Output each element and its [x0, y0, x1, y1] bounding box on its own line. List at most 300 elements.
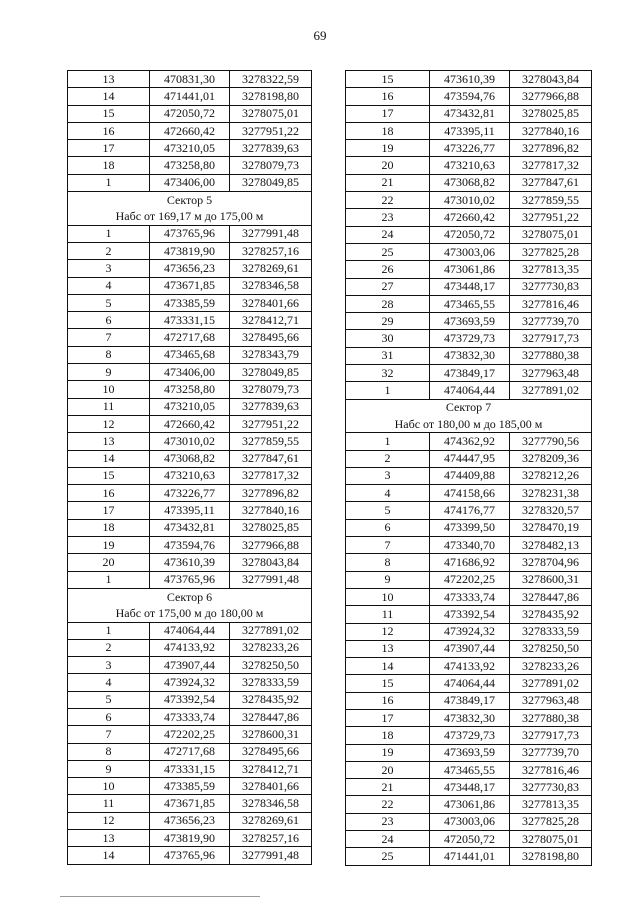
coord-y: 3278495,66: [230, 329, 312, 346]
table-row: [346, 330, 592, 347]
table-row: [346, 450, 592, 467]
table-row: [68, 433, 312, 450]
coord-y: 3277825,28: [510, 243, 592, 260]
coord-y: 3277840,16: [230, 502, 312, 519]
coord-y: 3277847,61: [230, 450, 312, 467]
coord-x: 473395,11: [430, 122, 510, 139]
coord-x: 474409,88: [430, 467, 510, 484]
table-row: [68, 537, 312, 554]
coord-y: 3277963,48: [510, 365, 592, 382]
coord-y: 3278043,84: [510, 71, 592, 88]
table-row: [68, 71, 312, 88]
point-number: 5: [68, 691, 150, 708]
point-number: 22: [346, 192, 430, 209]
coord-y: 3277730,83: [510, 278, 592, 295]
coord-y: 3277839,63: [230, 140, 312, 157]
table-row: [346, 226, 592, 243]
table-row: [68, 157, 312, 174]
coord-y: 3278412,71: [230, 760, 312, 777]
coord-y: 3278075,01: [510, 226, 592, 243]
sector-title: Сектор 7: [346, 399, 592, 416]
point-number: 20: [346, 157, 430, 174]
table-row: [346, 675, 592, 692]
table-row: [346, 192, 592, 209]
coord-y: 3278704,96: [510, 554, 592, 571]
sector-height-range: Набс от 175,00 м до 180,00 м: [68, 605, 312, 622]
point-number: 18: [68, 157, 150, 174]
coord-x: 473849,17: [430, 365, 510, 382]
coord-x: 473819,90: [150, 830, 230, 847]
coord-y: 3278075,01: [510, 831, 592, 848]
coord-x: 472660,42: [430, 209, 510, 226]
coord-x: 474133,92: [150, 639, 230, 656]
coord-x: 472717,68: [150, 329, 230, 346]
coord-y: 3277917,73: [510, 330, 592, 347]
point-number: 16: [68, 485, 150, 502]
table-row: [346, 779, 592, 796]
table-row: [68, 260, 312, 277]
table-row: [346, 313, 592, 330]
coord-y: 3277963,48: [510, 692, 592, 709]
coord-y: 3278333,59: [230, 674, 312, 691]
coord-x: 473340,70: [430, 537, 510, 554]
coord-y: 3278333,59: [510, 623, 592, 640]
sector-height-row: [346, 416, 592, 433]
coord-y: 3278212,26: [510, 467, 592, 484]
coord-x: 473465,55: [430, 761, 510, 778]
sector-title: Сектор 5: [68, 192, 312, 209]
coord-x: 473907,44: [430, 640, 510, 657]
point-number: 8: [346, 554, 430, 571]
coord-x: 473210,05: [150, 398, 230, 415]
coord-x: 473392,54: [430, 606, 510, 623]
coord-y: 3278346,58: [230, 795, 312, 812]
coord-y: 3277817,32: [230, 467, 312, 484]
table-row: [346, 692, 592, 709]
point-number: 25: [346, 243, 430, 260]
point-number: 15: [346, 71, 430, 88]
table-row: [68, 571, 312, 588]
coord-y: 3278257,16: [230, 242, 312, 259]
point-number: 3: [346, 467, 430, 484]
coord-x: 473693,59: [430, 744, 510, 761]
coord-x: 473924,32: [430, 623, 510, 640]
point-number: 32: [346, 365, 430, 382]
coordinates-table-left: [67, 70, 312, 865]
table-row: [68, 708, 312, 725]
table-row: [68, 140, 312, 157]
coord-y: 3278075,01: [230, 105, 312, 122]
coord-y: 3277825,28: [510, 813, 592, 830]
table-row: [346, 761, 592, 778]
coord-y: 3278343,79: [230, 346, 312, 363]
coord-x: 473656,23: [150, 812, 230, 829]
coord-y: 3277839,63: [230, 398, 312, 415]
point-number: 11: [346, 606, 430, 623]
coord-x: 473819,90: [150, 242, 230, 259]
point-number: 6: [68, 312, 150, 329]
point-number: 2: [68, 639, 150, 656]
table-row: [68, 657, 312, 674]
coord-x: 470831,30: [150, 71, 230, 88]
table-row: [68, 760, 312, 777]
point-number: 19: [346, 744, 430, 761]
coord-y: 3278447,86: [510, 588, 592, 605]
coord-x: 471441,01: [430, 848, 510, 865]
coord-x: 473003,06: [430, 243, 510, 260]
point-number: 13: [68, 830, 150, 847]
coord-y: 3278401,66: [230, 778, 312, 795]
coord-y: 3278233,26: [510, 658, 592, 675]
point-number: 1: [346, 382, 430, 399]
table-row: [68, 294, 312, 311]
coord-y: 3277739,70: [510, 744, 592, 761]
table-row: [68, 691, 312, 708]
table-row: [68, 364, 312, 381]
table-row: [346, 606, 592, 623]
point-number: 5: [68, 294, 150, 311]
coord-x: 473765,96: [150, 847, 230, 864]
sector-height-range: Набс от 180,00 м до 185,00 м: [346, 416, 592, 433]
table-row: [68, 329, 312, 346]
coord-x: 472660,42: [150, 122, 230, 139]
table-row: [68, 485, 312, 502]
table-row: [68, 174, 312, 191]
page-number: 69: [313, 28, 327, 43]
point-number: 10: [68, 778, 150, 795]
point-number: 9: [68, 364, 150, 381]
coord-x: 472202,25: [430, 571, 510, 588]
table-row: [346, 243, 592, 260]
point-number: 17: [68, 502, 150, 519]
table-row: [346, 709, 592, 726]
coord-y: 3278250,50: [230, 657, 312, 674]
coord-y: 3278435,92: [510, 606, 592, 623]
coord-y: 3278231,38: [510, 485, 592, 502]
coord-x: 473068,82: [430, 174, 510, 191]
point-number: 1: [68, 571, 150, 588]
coord-x: 472660,42: [150, 415, 230, 432]
point-number: 23: [346, 813, 430, 830]
coord-x: 473693,59: [430, 313, 510, 330]
coord-y: 3278198,80: [230, 88, 312, 105]
table-row: [346, 537, 592, 554]
table-row: [68, 622, 312, 639]
point-number: 13: [68, 433, 150, 450]
coord-x: 473729,73: [430, 727, 510, 744]
coordinates-table-right: [345, 70, 592, 866]
table-row: [68, 415, 312, 432]
coord-x: 473210,05: [150, 140, 230, 157]
coord-x: 473432,81: [430, 105, 510, 122]
point-number: 22: [346, 796, 430, 813]
point-number: 1: [68, 225, 150, 242]
point-number: 20: [346, 761, 430, 778]
coord-x: 473656,23: [150, 260, 230, 277]
table-row: [346, 658, 592, 675]
coord-x: 473406,00: [150, 364, 230, 381]
point-number: 18: [68, 519, 150, 536]
point-number: 11: [68, 398, 150, 415]
point-number: 14: [68, 450, 150, 467]
coord-x: 473010,02: [150, 433, 230, 450]
point-number: 15: [68, 105, 150, 122]
table-row: [346, 261, 592, 278]
table-row: [346, 796, 592, 813]
table-row: [68, 242, 312, 259]
point-number: 12: [346, 623, 430, 640]
table-row: [68, 726, 312, 743]
coord-x: 473210,63: [150, 467, 230, 484]
coord-x: 472050,72: [150, 105, 230, 122]
table-row: [346, 502, 592, 519]
coord-y: 3277891,02: [510, 382, 592, 399]
point-number: 14: [68, 88, 150, 105]
table-row: [346, 347, 592, 364]
sector-title: Сектор 6: [68, 588, 312, 605]
footer-rule: [60, 896, 260, 897]
coord-x: 473068,82: [150, 450, 230, 467]
coord-x: 473465,55: [430, 295, 510, 312]
table-row: [68, 381, 312, 398]
point-number: 2: [68, 242, 150, 259]
coord-y: 3278401,66: [230, 294, 312, 311]
coord-y: 3277739,70: [510, 313, 592, 330]
coord-y: 3277951,22: [510, 209, 592, 226]
point-number: 28: [346, 295, 430, 312]
point-number: 19: [346, 140, 430, 157]
table-row: [346, 295, 592, 312]
coord-y: 3277991,48: [230, 571, 312, 588]
coord-y: 3277991,48: [230, 847, 312, 864]
point-number: 16: [346, 88, 430, 105]
table-row: [68, 674, 312, 691]
coord-x: 474064,44: [150, 622, 230, 639]
table-row: [346, 433, 592, 450]
point-number: 13: [346, 640, 430, 657]
coord-x: 474133,92: [430, 658, 510, 675]
point-number: 7: [68, 329, 150, 346]
coord-y: 3278250,50: [510, 640, 592, 657]
sector-title-row: [68, 588, 312, 605]
coord-x: 473610,39: [150, 554, 230, 571]
coord-y: 3277891,02: [230, 622, 312, 639]
point-number: 17: [68, 140, 150, 157]
table-row: [68, 312, 312, 329]
point-number: 11: [68, 795, 150, 812]
point-number: 17: [346, 709, 430, 726]
point-number: 16: [346, 692, 430, 709]
point-number: 15: [346, 675, 430, 692]
coord-y: 3277840,16: [510, 122, 592, 139]
point-number: 24: [346, 831, 430, 848]
coord-x: 472050,72: [430, 226, 510, 243]
point-number: 5: [346, 502, 430, 519]
point-number: 10: [346, 588, 430, 605]
point-number: 31: [346, 347, 430, 364]
point-number: 18: [346, 727, 430, 744]
coord-x: 473465,68: [150, 346, 230, 363]
coord-y: 3277730,83: [510, 779, 592, 796]
coord-x: 473849,17: [430, 692, 510, 709]
coord-x: 472050,72: [430, 831, 510, 848]
point-number: 20: [68, 554, 150, 571]
coord-y: 3277966,88: [230, 537, 312, 554]
point-number: 8: [68, 743, 150, 760]
point-number: 18: [346, 122, 430, 139]
coord-y: 3278412,71: [230, 312, 312, 329]
coord-y: 3278043,84: [230, 554, 312, 571]
coord-y: 3278600,31: [510, 571, 592, 588]
point-number: 12: [68, 415, 150, 432]
coord-y: 3278233,26: [230, 639, 312, 656]
table-row: [68, 778, 312, 795]
coord-x: 473333,74: [150, 708, 230, 725]
coord-x: 473385,59: [150, 778, 230, 795]
coord-x: 473258,80: [150, 381, 230, 398]
coord-y: 3278049,85: [230, 174, 312, 191]
coord-y: 3277991,48: [230, 225, 312, 242]
table-row: [68, 467, 312, 484]
coord-y: 3277816,46: [510, 761, 592, 778]
coord-y: 3278257,16: [230, 830, 312, 847]
coord-y: 3277951,22: [230, 415, 312, 432]
coord-y: 3277859,55: [510, 192, 592, 209]
point-number: 27: [346, 278, 430, 295]
coord-x: 473832,30: [430, 709, 510, 726]
coord-x: 473671,85: [150, 795, 230, 812]
point-number: 6: [68, 708, 150, 725]
coord-x: 471441,01: [150, 88, 230, 105]
point-number: 6: [346, 519, 430, 536]
table-row: [346, 571, 592, 588]
coord-x: 473610,39: [430, 71, 510, 88]
coord-x: 472202,25: [150, 726, 230, 743]
coord-x: 472717,68: [150, 743, 230, 760]
coord-x: 473448,17: [430, 278, 510, 295]
coord-x: 474176,77: [430, 502, 510, 519]
point-number: 14: [346, 658, 430, 675]
table-row: [346, 157, 592, 174]
coord-x: 473924,32: [150, 674, 230, 691]
point-number: 16: [68, 122, 150, 139]
coord-y: 3278435,92: [230, 691, 312, 708]
coord-x: 473331,15: [150, 312, 230, 329]
coord-x: 474064,44: [430, 382, 510, 399]
table-row: [346, 640, 592, 657]
table-row: [68, 830, 312, 847]
coord-x: 474158,66: [430, 485, 510, 502]
coord-x: 473765,96: [150, 571, 230, 588]
table-row: [68, 105, 312, 122]
coord-y: 3278482,13: [510, 537, 592, 554]
coord-y: 3277790,56: [510, 433, 592, 450]
coord-y: 3278079,73: [230, 157, 312, 174]
table-row: [68, 554, 312, 571]
table-row: [346, 554, 592, 571]
sector-title-row: [68, 192, 312, 209]
point-number: 1: [68, 622, 150, 639]
coord-y: 3277817,32: [510, 157, 592, 174]
coord-x: 474064,44: [430, 675, 510, 692]
coord-x: 473010,02: [430, 192, 510, 209]
coord-x: 473907,44: [150, 657, 230, 674]
coord-y: 3277896,82: [230, 485, 312, 502]
table-row: [68, 122, 312, 139]
coord-y: 3278470,19: [510, 519, 592, 536]
table-row: [346, 365, 592, 382]
point-number: 29: [346, 313, 430, 330]
coord-x: 473385,59: [150, 294, 230, 311]
point-number: 9: [68, 760, 150, 777]
coord-x: 473594,76: [430, 88, 510, 105]
point-number: 4: [346, 485, 430, 502]
coord-x: 473226,77: [150, 485, 230, 502]
coord-x: 473333,74: [430, 588, 510, 605]
table-row: [68, 277, 312, 294]
coord-y: 3278320,57: [510, 502, 592, 519]
coord-y: 3278025,85: [230, 519, 312, 536]
coord-y: 3277896,82: [510, 140, 592, 157]
coord-y: 3277880,38: [510, 709, 592, 726]
coord-x: 473432,81: [150, 519, 230, 536]
coord-y: 3277859,55: [230, 433, 312, 450]
point-number: 10: [68, 381, 150, 398]
coord-x: 471686,92: [430, 554, 510, 571]
coord-y: 3277917,73: [510, 727, 592, 744]
point-number: 4: [68, 674, 150, 691]
coord-y: 3278269,61: [230, 812, 312, 829]
point-number: 25: [346, 848, 430, 865]
table-row: [346, 588, 592, 605]
coord-x: 473331,15: [150, 760, 230, 777]
point-number: 30: [346, 330, 430, 347]
table-row: [346, 88, 592, 105]
coord-x: 473671,85: [150, 277, 230, 294]
table-row: [68, 847, 312, 864]
point-number: 13: [68, 71, 150, 88]
point-number: 21: [346, 174, 430, 191]
table-row: [346, 519, 592, 536]
coord-x: 474362,92: [430, 433, 510, 450]
point-number: 2: [346, 450, 430, 467]
point-number: 1: [346, 433, 430, 450]
point-number: 3: [68, 260, 150, 277]
coord-x: 473448,17: [430, 779, 510, 796]
table-row: [68, 450, 312, 467]
coord-y: 3278495,66: [230, 743, 312, 760]
table-row: [68, 398, 312, 415]
table-row: [346, 727, 592, 744]
table-row: [68, 795, 312, 812]
table-row: [68, 519, 312, 536]
coord-y: 3278025,85: [510, 105, 592, 122]
coord-x: 473392,54: [150, 691, 230, 708]
point-number: 15: [68, 467, 150, 484]
table-row: [346, 744, 592, 761]
coord-y: 3277891,02: [510, 675, 592, 692]
coord-y: 3278209,36: [510, 450, 592, 467]
coord-y: 3278600,31: [230, 726, 312, 743]
point-number: 17: [346, 105, 430, 122]
sector-height-row: [68, 208, 312, 225]
point-number: 7: [68, 726, 150, 743]
table-row: [346, 140, 592, 157]
coord-x: 473406,00: [150, 174, 230, 191]
table-row: [68, 225, 312, 242]
coord-y: 3278079,73: [230, 381, 312, 398]
point-number: 14: [68, 847, 150, 864]
